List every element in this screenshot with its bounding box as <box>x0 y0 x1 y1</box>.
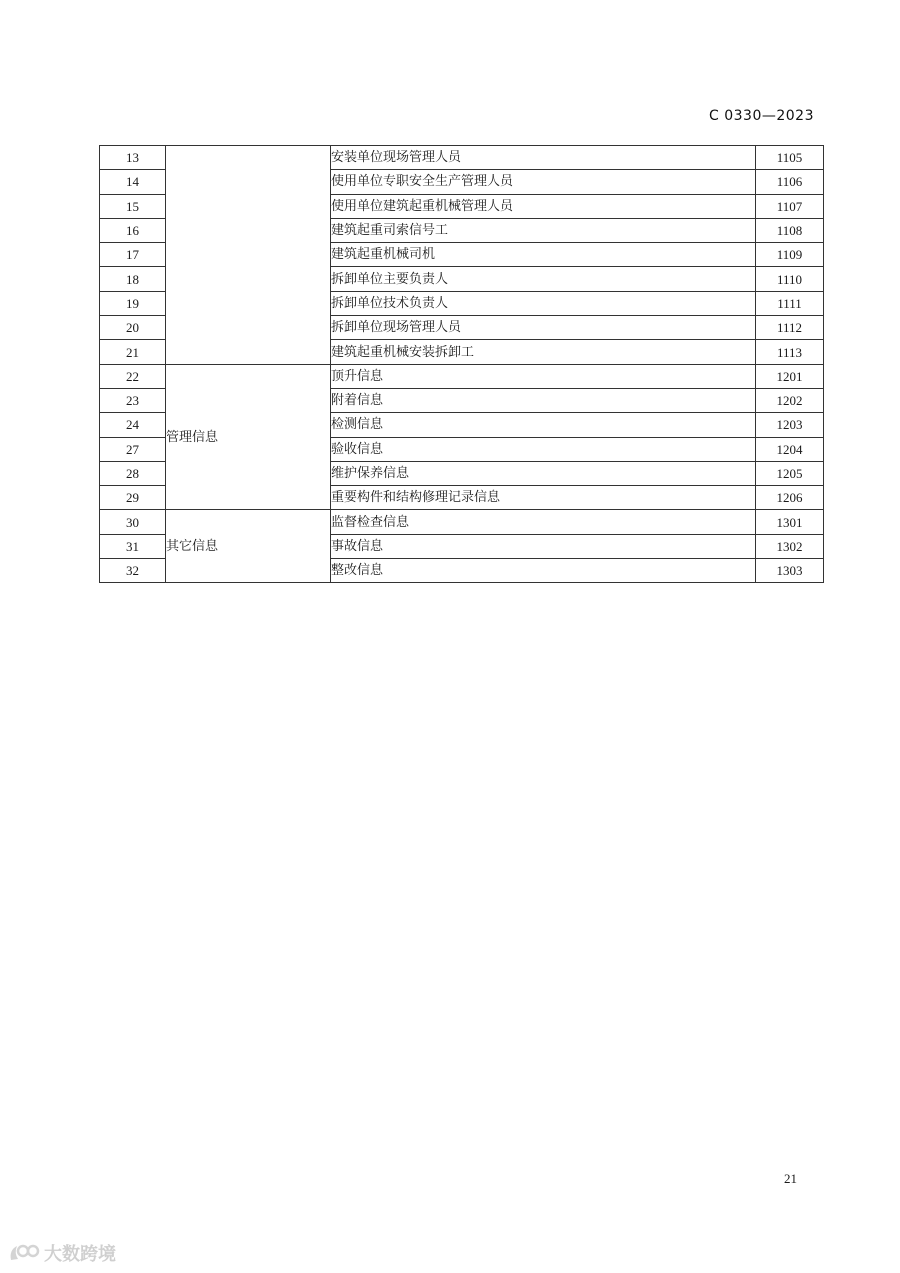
item-name: 建筑起重司索信号工 <box>331 218 756 242</box>
item-name: 使用单位专职安全生产管理人员 <box>331 170 756 194</box>
item-code: 1108 <box>756 218 824 242</box>
row-number: 24 <box>100 413 166 437</box>
item-code: 1105 <box>756 146 824 170</box>
item-name: 附着信息 <box>331 388 756 412</box>
row-number: 30 <box>100 510 166 534</box>
item-code: 1202 <box>756 388 824 412</box>
category-management: 管理信息 <box>166 364 331 510</box>
row-number: 13 <box>100 146 166 170</box>
item-code: 1110 <box>756 267 824 291</box>
item-code: 1106 <box>756 170 824 194</box>
row-number: 32 <box>100 559 166 583</box>
table-row <box>100 510 824 534</box>
item-code: 1204 <box>756 437 824 461</box>
item-name: 使用单位建筑起重机械管理人员 <box>331 194 756 218</box>
item-code: 1109 <box>756 243 824 267</box>
item-name: 维护保养信息 <box>331 461 756 485</box>
document-code: C 0330—2023 <box>709 108 814 124</box>
row-number: 17 <box>100 243 166 267</box>
item-code: 1301 <box>756 510 824 534</box>
row-number: 19 <box>100 291 166 315</box>
row-number: 21 <box>100 340 166 364</box>
item-name: 顶升信息 <box>331 364 756 388</box>
item-name: 拆卸单位现场管理人员 <box>331 316 756 340</box>
row-number: 20 <box>100 316 166 340</box>
logo-icon <box>8 1242 40 1264</box>
row-number: 14 <box>100 170 166 194</box>
row-number: 28 <box>100 461 166 485</box>
item-name: 拆卸单位技术负责人 <box>331 291 756 315</box>
classification-table <box>99 145 824 583</box>
row-number: 27 <box>100 437 166 461</box>
item-name: 安装单位现场管理人员 <box>331 146 756 170</box>
row-number: 23 <box>100 388 166 412</box>
page-number: 21 <box>784 1171 797 1186</box>
table-row <box>100 146 824 170</box>
row-number: 16 <box>100 218 166 242</box>
item-code: 1302 <box>756 534 824 558</box>
item-code: 1107 <box>756 194 824 218</box>
watermark-text: 大数跨境 <box>44 1244 116 1265</box>
item-code: 1205 <box>756 461 824 485</box>
category-other: 其它信息 <box>166 510 331 583</box>
row-number: 15 <box>100 194 166 218</box>
row-number: 31 <box>100 534 166 558</box>
item-code: 1206 <box>756 486 824 510</box>
item-name: 建筑起重机械安装拆卸工 <box>331 340 756 364</box>
watermark <box>8 1240 116 1266</box>
item-name: 监督检查信息 <box>331 510 756 534</box>
item-name: 拆卸单位主要负责人 <box>331 267 756 291</box>
item-code: 1303 <box>756 559 824 583</box>
item-code: 1203 <box>756 413 824 437</box>
item-name: 整改信息 <box>331 559 756 583</box>
category-cell <box>166 146 331 365</box>
item-name: 检测信息 <box>331 413 756 437</box>
item-name: 事故信息 <box>331 534 756 558</box>
row-number: 22 <box>100 364 166 388</box>
item-code: 1201 <box>756 364 824 388</box>
row-number: 29 <box>100 486 166 510</box>
item-code: 1111 <box>756 291 824 315</box>
row-number: 18 <box>100 267 166 291</box>
item-name: 建筑起重机械司机 <box>331 243 756 267</box>
item-code: 1113 <box>756 340 824 364</box>
item-code: 1112 <box>756 316 824 340</box>
item-name: 验收信息 <box>331 437 756 461</box>
item-name: 重要构件和结构修理记录信息 <box>331 486 756 510</box>
table-row <box>100 364 824 388</box>
